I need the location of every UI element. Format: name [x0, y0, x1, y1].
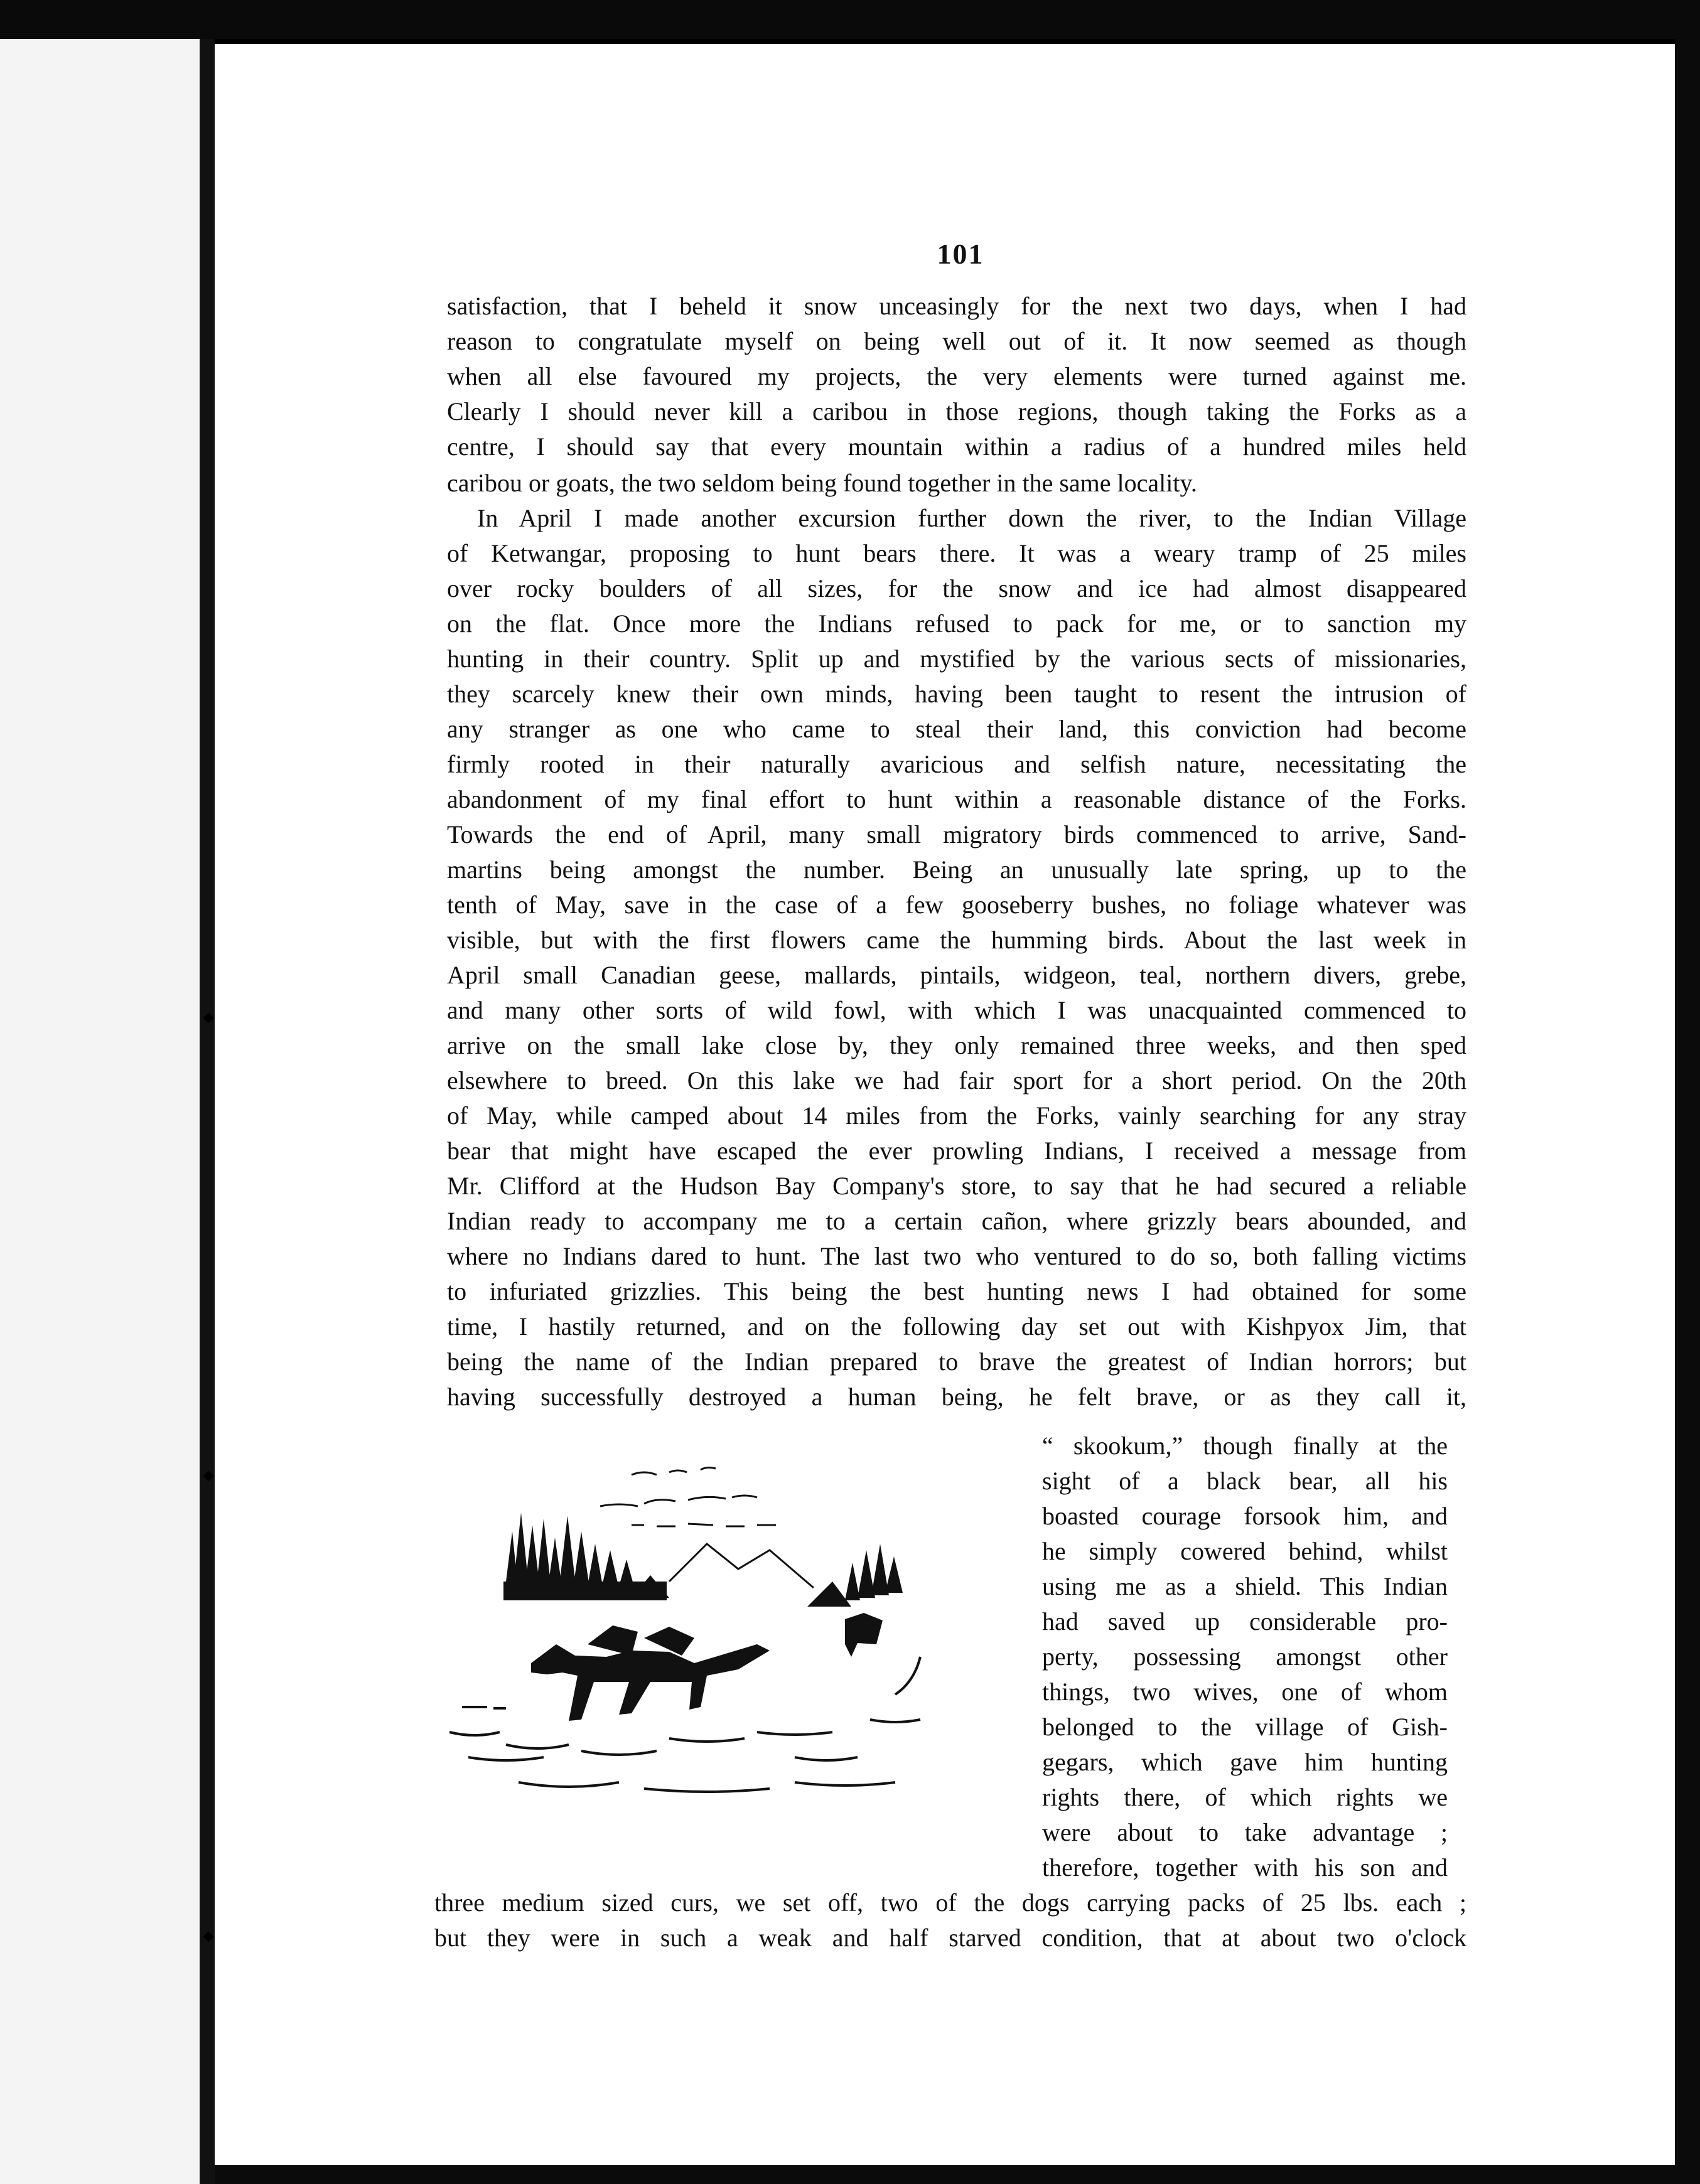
text-line: gegars, which gave him hunting: [1042, 1748, 1448, 1776]
text-line: Clearly I should never kill a caribou in those regions, though taking the Forks as a: [447, 397, 1466, 426]
text-line: when all else favoured my projects, the very elements were turned against me.: [447, 362, 1466, 390]
text-line: but they were in such a weak and half starved condition, that at about two o'clock: [434, 1924, 1466, 1952]
text-line: they scarcely knew their own minds, having been taught to resent the intrusion of: [447, 680, 1466, 708]
text-line: satisfaction, that I beheld it snow unceasingly for the next two days, when I had: [447, 292, 1466, 320]
text-line: of May, while camped about 14 miles from the Forks, vainly searching for any stray: [447, 1101, 1466, 1130]
text-line: hunting in their country. Split up and mystified by the various sects of missionaries,: [447, 645, 1466, 673]
text-line: being the name of the Indian prepared to brave the greatest of Indian horrors; but: [447, 1347, 1466, 1376]
text-line: of Ketwangar, proposing to hunt bears there. It was a weary tramp of 25 miles: [447, 539, 1466, 567]
text-line: “ skookum,” though finally at the: [1042, 1432, 1448, 1460]
text-line: had saved up considerable pro-: [1042, 1607, 1448, 1635]
text-line: Mr. Clifford at the Hudson Bay Company's store, to say that he had secured a reliable: [447, 1172, 1466, 1200]
text-line: belonged to the village of Gish-: [1042, 1713, 1448, 1741]
text-line: bear that might have escaped the ever prowling Indians, I received a message from: [447, 1137, 1466, 1165]
mountains: [669, 1544, 814, 1588]
text-line: April small Canadian geese, mallards, pintails, widgeon, teal, northern divers, grebe,: [447, 961, 1466, 989]
text-line: therefore, together with his son and: [1042, 1853, 1448, 1882]
text-line: martins being amongst the number. Being an unusually late spring, up to the: [447, 855, 1466, 884]
text-line: and many other sorts of wild fowl, with which I was unacquainted commenced to: [447, 996, 1466, 1024]
text-line: tenth of May, save in the case of a few gooseberry bushes, no foliage whatever was: [447, 891, 1466, 919]
facing-page-strip: [0, 39, 200, 2184]
page-number: 101: [937, 238, 984, 270]
text-line: rights there, of which rights we: [1042, 1783, 1448, 1811]
text-line: caribou or goats, the two seldom being found together in the same locality.: [447, 469, 1197, 497]
pack-dogs-illustration: [443, 1456, 971, 1820]
scan-border-top: [0, 0, 1700, 39]
text-line: In April I made another excursion further down the river, to the Indian Village: [477, 504, 1466, 532]
text-line: Indian ready to accompany me to a certain cañon, where grizzly bears abounded, and: [447, 1207, 1466, 1235]
pack-dog-small: [845, 1613, 883, 1657]
text-line: to infuriated grizzlies. This being the best hunting news I had obtained for some: [447, 1277, 1466, 1305]
text-line: sight of a black bear, all his: [1042, 1467, 1448, 1495]
text-line: reason to congratulate myself on being well out of it. It now seemed as though: [447, 327, 1466, 355]
pack-dog-large: [531, 1625, 770, 1721]
text-line: on the flat. Once more the Indians refused to pack for me, or to sanction my: [447, 609, 1466, 638]
text-line: elsewhere to breed. On this lake we had fair sport for a short period. On the 20th: [447, 1066, 1466, 1095]
text-line: he simply cowered behind, whilst: [1042, 1537, 1448, 1565]
scan-border-bottom: [215, 2165, 1675, 2184]
left-forest: [503, 1512, 669, 1600]
text-line: were about to take advantage ;: [1042, 1818, 1448, 1846]
text-line: where no Indians dared to hunt. The last two who ventured to do so, both falling victims: [447, 1242, 1466, 1270]
text-line: visible, but with the first flowers came the humming birds. About the last week in: [447, 926, 1466, 954]
text-line: arrive on the small lake close by, they only remained three weeks, and then sped: [447, 1031, 1466, 1059]
text-line: boasted courage forsook him, and: [1042, 1502, 1448, 1530]
text-line: having successfully destroyed a human being, he felt brave, or as they call it,: [447, 1383, 1466, 1411]
scan-border-right: [1675, 39, 1700, 2184]
text-line: abandonment of my final effort to hunt within a reasonable distance of the Forks.: [447, 785, 1466, 813]
sky-clouds: [600, 1467, 776, 1526]
text-line: firmly rooted in their naturally avaricious and selfish nature, necessitating the: [447, 750, 1466, 778]
text-line: things, two wives, one of whom: [1042, 1678, 1448, 1706]
right-forest: [807, 1544, 903, 1607]
page-gutter: [200, 39, 215, 2184]
text-line: centre, I should say that every mountain within a radius of a hundred miles held: [447, 432, 1466, 461]
text-line: time, I hastily returned, and on the following day set out with Kishpyox Jim, that: [447, 1312, 1466, 1341]
text-line: Towards the end of April, many small migratory birds commenced to arrive, Sand-: [447, 820, 1466, 848]
text-line: any stranger as one who came to steal their land, this conviction had become: [447, 715, 1466, 743]
text-line: using me as a shield. This Indian: [1042, 1572, 1448, 1600]
text-line: over rocky boulders of all sizes, for the snow and ice had almost disappeared: [447, 574, 1466, 602]
text-line: perty, possessing amongst other: [1042, 1642, 1448, 1671]
text-line: three medium sized curs, we set off, two of the dogs carrying packs of 25 lbs. each ;: [434, 1888, 1466, 1917]
